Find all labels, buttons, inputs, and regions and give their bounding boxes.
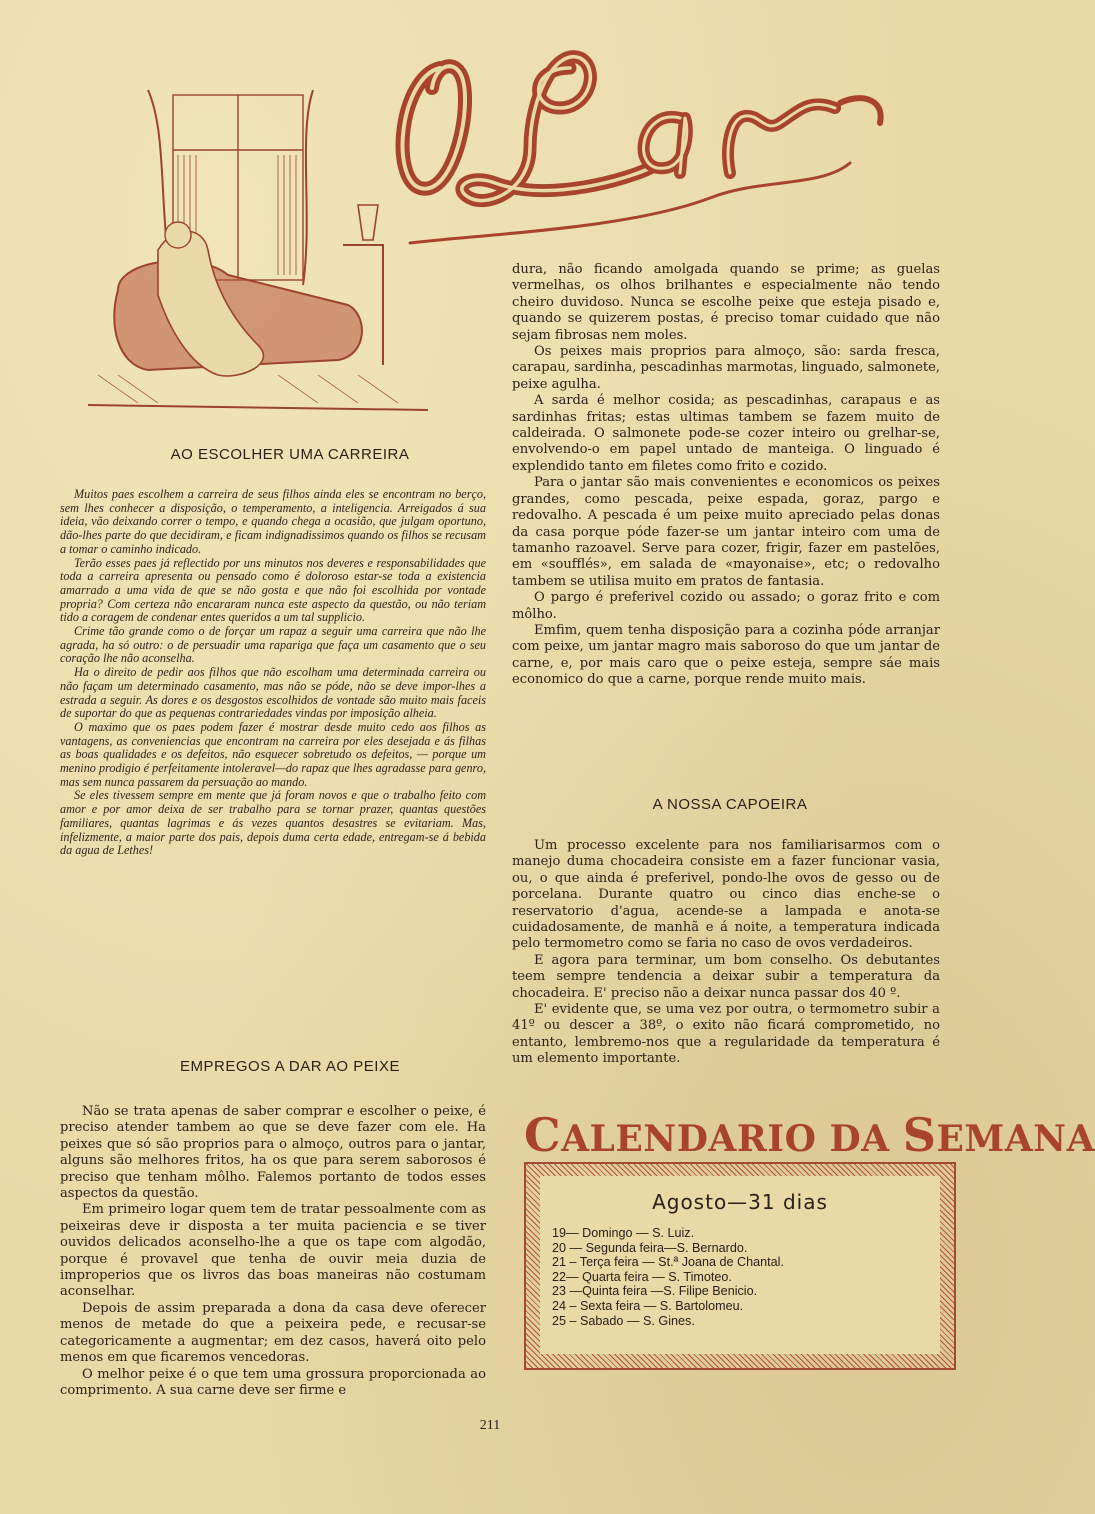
article-body-peixe [60, 1104, 486, 1399]
illustration-drawing [78, 75, 438, 435]
masthead-script-logo [380, 38, 980, 268]
paragraph: Crime tão grande como o de forçar um rapaz a seguir uma carreira que não lhe agrada, ha só outro: o de persuadir uma rapariga que faça um casamento que o seu coração lhe não aconselha. [60, 624, 486, 666]
paragraph: O melhor peixe é o que tem uma grossura proporcionada ao comprimento. A sua carne deve ser firme e [60, 1366, 486, 1398]
paragraph: Um processo excelente para nos familiarisarmos com o manejo duma chocadeira consiste em a fazer funcionar vasia, ou, o que ainda é preferivel, pondo-lhe ovos de gesso ou de porcelana. Durante quatro ou cinco dias enche-se o reservatorio d'agua, acende-se a lampada e anota-se cuidadosamente, de manhã e á noite, a temperatura indicada pelo termometro como se faria no caso de ovos verdadeiros. [512, 838, 940, 952]
paragraph: Se eles tivessem sempre em mente que já foram novos e que o trabalho feito com amor e por amor deixa de ser trabalho para se tornar prazer, quantas questões familiares, quantas lagrimas e ás vezes quantos desastres se evitariam. Mas, infelizmente, a maior parte dos pais, depois duma certa edade, entregam-se á bebida da agua de Lethes! [60, 788, 486, 858]
calendar-entry: 24 – Sexta feira — S. Bartolomeu. [552, 1298, 744, 1313]
paragraph: E agora para terminar, um bom conselho. Os debutantes teem sempre tendencia a deixar subir a temperatura da chocadeira. E' preciso não a deixar nunca passar dos 40 º. [512, 952, 940, 1001]
calendar-inner [540, 1176, 940, 1354]
masthead [380, 38, 980, 268]
calendar-title [524, 1108, 1095, 1162]
calendar-month: Agosto—31 dias [652, 1190, 828, 1214]
paragraph: dura, não ficando amolgada quando se prime; as guelas vermelhas, os olhos brilhantes e especialmente não tendo cheiro duvidoso. Nunca se escolhe peixe que esteja pisado e, quando se quizerem postas, é preciso tomar cuidado que não sejam fibrosas nem moles. [512, 262, 940, 343]
paragraph: Muitos paes escolhem a carreira de seus filhos ainda eles se encontram no berço, sem lhes conhecer a disposição, o temperamento, a inteligencia. Arreigados á sua ideia, vão deixando correr o tempo, e quando chega a ocasião, que julgam oportuno, dão-lhes parte do que decidiram, e ficam indignadissimos quando os filhos se recusam a tomar o caminho indicado. [60, 487, 486, 556]
article-body-carreira [60, 488, 486, 858]
calendar-title-rest-1: ALENDARIO DA [561, 1118, 903, 1160]
page-number: 211 [479, 1418, 501, 1433]
paragraph: A sarda é melhor cosida; as pescadinhas, carapaus e as sardinhas fritas; estas ultimas tambem se fazem muito de caldeirada. O salmonete pode-se cozer inteiro ou grelhar-se, envolvendo-o em papel untado de manteiga. O linguado é explendido tanto em filetes como frito e cozido. [512, 393, 940, 474]
article-body-peixe-continued [512, 262, 940, 689]
paragraph: Terão esses paes já reflectido por uns minutos nos deveres e responsabilidades que toda a carreira apresenta ou pensado como é doloroso estar-se toda a existencia amarrado a uma vida de que se não gosta e que não foi escolhida por vontade propria? Com certeza não encararam nunca este aspecto da questão, ou não teriam tido a coragem de condenar entes queridos a um tal supplicio. [60, 555, 486, 625]
paragraph: O pargo é preferivel cozido ou assado; o goraz frito e com môlho. [512, 590, 940, 622]
article-heading-carreira: AO ESCOLHER UMA CARREIRA [170, 446, 410, 463]
calendar-entry: 23 —Quinta feira —S. Filipe Benicio. [552, 1284, 758, 1299]
paragraph: Em primeiro logar quem tem de tratar pessoalmente com as peixeiras deve ir disposta a ter muita paciencia e se tiver ouvidos delicados aconselho-lhe a que os tape com algodão, porque é provavel que tenha de ouvir meia duzia de improperios que os livros das boas maneiras não costumam aconselhar. [60, 1202, 486, 1300]
article-heading-peixe: EMPREGOS A DAR AO PEIXE [180, 1058, 400, 1075]
calendar-title-rest-2: EMANA [936, 1118, 1095, 1160]
paragraph: O maximo que os paes podem fazer é mostrar desde muito cedo aos filhos as vantagens, as conveniencias que encontram na carreira por eles desejada e ás filhas as boas qualidades e os defeitos, não esquecer sobretudo os defeitos, — porque um menino prodigio é perfeitamente intoleravel—do rapaz que lhes agradasse para genro, mas sem nunca passarem da persuação ao mando. [60, 719, 486, 789]
article-body-capoeira [512, 838, 940, 1068]
calendar-entry: 20 — Segunda feira—S. Bernardo. [552, 1240, 748, 1255]
calendar-entry: 22— Quarta feira — S. Timoteo. [552, 1269, 732, 1284]
paragraph: Não se trata apenas de saber comprar e escolher o peixe, é preciso atender tambem ao que se deve fazer com ele. Ha peixes que só são proprios para o almoço, outros para o jantar, alguns são melhores fritos, ha os que para serem saborosos é preciso que tenham môlho. Falemos portanto de todos esses aspectos da questão. [60, 1104, 486, 1202]
calendar-list [552, 1226, 784, 1328]
paragraph: Emfim, quem tenha disposição para a cozinha póde arranjar com peixe, um jantar magro mais saboroso do que um jantar de carne, e, por mais caro que o peixe esteja, sempre sáe mais economico do que a carne, porque rende muito mais. [512, 622, 940, 688]
calendar-title-cap-1: C [524, 1108, 562, 1162]
calendar-entry: 25 – Sabado — S. Gines. [552, 1313, 695, 1328]
calendar-title-cap-2: S [902, 1108, 937, 1162]
article-heading-capoeira: A NOSSA CAPOEIRA [652, 796, 808, 813]
illustration-reading-woman [78, 75, 438, 435]
paragraph: Para o jantar são mais convenientes e economicos os peixes grandes, como pescada, peixe espada, goraz, pargo e redovalho. A pescada é um peixe muito apreciado pelas donas da casa porque póde fazer-se um jantar inteiro com uma de tamanho razoavel. Serve para cozer, frigir, fazer em pastelões, em «soufflés», em salada de «mayonaise», etc; o redovalho tambem se utilisa muito em pratos de fantasia. [512, 475, 940, 589]
calendar-entry: 19— Domingo — S. Luiz. [552, 1226, 695, 1240]
paragraph: Os peixes mais proprios para almoço, são: sarda fresca, carapau, sardinha, pescadinhas marmotas, linguado, salmonete, peixe agulha. [512, 344, 940, 392]
paragraph: Ha o direito de pedir aos filhos que não escolham uma determinada carreira ou não façam um determinado casamento, mas não se póde, não se deve impor-lhes a estrada a seguir. As dores e os desgostos escolhidos de vontade são muito mais faceis de suportar do que as pequenas contrariedades vindas por imposição alheia. [60, 665, 486, 721]
paragraph: E' evidente que, se uma vez por outra, o termometro subir a 41º ou descer a 38º, o exito não ficará comprometido, no entanto, lembremo-nos que a regularidade da temperatura é um elemento importante. [512, 1002, 940, 1067]
paragraph: Depois de assim preparada a dona da casa deve oferecer menos de metade do que a peixeira pede, e recusar-se categoricamente a augmentar; em dez casos, haverá oito pelo menos em que ficaremos vencedoras. [60, 1300, 486, 1366]
calendar-entry: 21 – Terça feira — St.ª Joana de Chantal. [552, 1255, 784, 1270]
calendar-box [524, 1162, 956, 1370]
